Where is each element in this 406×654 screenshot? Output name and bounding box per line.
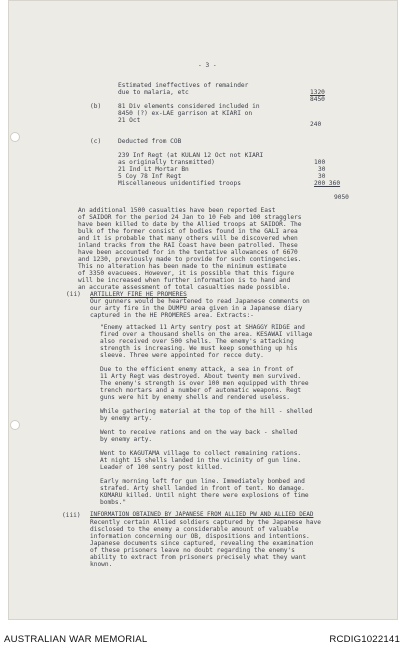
quote-line: Leader of 100 sentry post killed. xyxy=(100,464,223,471)
quote-line: The enemy's strength is over 100 men equipped with three xyxy=(100,380,309,387)
archive-footer xyxy=(0,624,406,654)
header-line: Estimated ineffectives of remainder xyxy=(118,82,249,89)
quote-line: While gathering material at the top of the hill - shelled xyxy=(100,408,313,415)
paragraph-line: and it is probable that many others will be discovered when xyxy=(78,235,298,242)
quote-line: bombs." xyxy=(100,499,127,506)
paragraph-line: bulk of the former consist of bodies found in the GALI area xyxy=(78,228,298,235)
section-c-item: Miscellaneous unidentified troops xyxy=(118,180,241,187)
section-b-line: 81 Div elements considered included in xyxy=(118,103,260,110)
section-ii-line: captured in the HE PROMERES area. Extracts:- xyxy=(90,312,254,319)
paragraph-line: will be increased when further information is to hand and xyxy=(78,277,291,284)
quote-line: by enemy arty. xyxy=(100,436,153,443)
section-iii-line: Recently certain Allied soldiers captured by the Japanese have xyxy=(90,519,321,526)
paragraph-line: and 1230, previously made to provide for such contingencies. xyxy=(78,256,302,263)
paragraph-line: of SAIDOR for the period 24 Jan to 10 Feb and 100 stragglers xyxy=(78,214,302,221)
quote-line: sleeve. Three were appointed for recce duty. xyxy=(100,352,264,359)
quote-line: Early morning left for gun line. Immediately bombed and xyxy=(100,478,305,485)
section-c-total: 9050 xyxy=(334,194,349,201)
section-iii-line: disclosed to the enemy a considerable amount of valuable xyxy=(90,526,299,533)
quote-line: fired over a thousand shells on the area. KESAWAI village xyxy=(100,331,313,338)
header-value: 1320 xyxy=(310,89,325,96)
section-ii-heading: ARTILLERY FIRE HE PROMERES xyxy=(90,291,187,298)
paragraph-line: An additional 1500 casualties have been reported East xyxy=(78,207,276,214)
quote-line: guns were hit by enemy shells and rendered useless. xyxy=(100,394,290,401)
document-page xyxy=(8,0,398,620)
section-c-marker: (c) xyxy=(90,138,102,145)
quote-line: "Enemy attacked 11 Arty sentry post at SHAGGY RIDGE and xyxy=(100,324,305,331)
section-b-marker: (b) xyxy=(90,103,102,110)
section-c-item: 5 Coy 78 Inf Regt xyxy=(118,173,182,180)
document-body xyxy=(8,0,398,620)
section-iii-line: Japanese documents since captured, revealing the examination xyxy=(90,540,314,547)
paragraph-line: This no alteration has been made to the minimum estimate xyxy=(78,263,287,270)
record-id: RCDIG1022141 xyxy=(329,634,400,645)
paragraph-line: have been accounted for in the tentative allowances of 6670 xyxy=(78,249,298,256)
quote-line: also received over 500 shells. The enemy's attacking xyxy=(100,338,294,345)
paragraph-line: inland tracks from the RAI Coast have been patrolled. These xyxy=(78,242,298,249)
section-ii-line: our arty fire in the DUMPU area given in a Japanese diary xyxy=(90,305,303,312)
archive-name: AUSTRALIAN WAR MEMORIAL xyxy=(4,634,148,645)
section-ii-marker: (ii) xyxy=(66,291,81,298)
quote-line: Went to KAGUTAMA village to collect remaining rations. xyxy=(100,450,302,457)
section-b-line: 8450 (?) ex-LAE garrison at KIARI on xyxy=(118,110,253,117)
section-iii-marker: (iii) xyxy=(62,512,81,519)
section-c-item: 21 Ind Lt Mortar Bn xyxy=(118,166,189,173)
quote-line: Due to the efficient enemy attack, a sea in front of xyxy=(100,366,294,373)
section-ii-line: Our gunners would be heartened to read Japanese comments on xyxy=(90,298,310,305)
quote-line: 11 Arty Regt was destroyed. About twenty men survived. xyxy=(100,373,302,380)
paragraph-line: of 3350 evacuees. However, it is possible that this figure xyxy=(78,270,295,277)
section-b-value: 8450 xyxy=(310,96,325,103)
page-number: - 3 - xyxy=(198,62,217,69)
section-b-value: 240 xyxy=(310,121,322,128)
section-iii-line: information concerning our OB, dispositions and intentions. xyxy=(90,533,310,540)
section-c-heading: Deducted from COB xyxy=(118,138,182,145)
section-b-line: 21 Oct xyxy=(118,117,141,124)
section-iii-heading: INFORMATION OBTAINED BY JAPANESE FROM ALLIED PW AND ALLIED DEAD xyxy=(90,512,314,518)
quote-line: KOMARU killed. Until night there were explosions of time xyxy=(100,492,309,499)
section-c-item-value: 200 360 xyxy=(314,180,341,187)
quote-line: strafed. Arty shell landed in front of tent. No damage. xyxy=(100,485,305,492)
paragraph-line: an accurate assessment of total casualties made possible. xyxy=(78,284,291,291)
section-c-item: 239 Inf Regt (at KULAN 12 Oct not KIARI xyxy=(118,152,264,159)
quote-line: trench mortars and a number of automatic weapons. Regt xyxy=(100,387,302,394)
quote-line: strength is increasing. We must keep something up his xyxy=(100,345,298,352)
quote-line: At night 15 shells landed in the vicinity of gun line. xyxy=(100,457,302,464)
paragraph-line: have been killed to date by the Allied troops at SAIDOR. The xyxy=(78,221,302,228)
quote-line: Went to receive rations and on the way back - shelled xyxy=(100,429,298,436)
section-iii-line: of these prisoners leave no doubt regarding the enemy's xyxy=(90,547,295,554)
header-line: due to malaria, etc xyxy=(118,89,189,96)
section-c-item-value: 30 xyxy=(318,166,326,173)
section-c-item: as originally transmitted) xyxy=(118,159,215,166)
section-c-item-value: 100 xyxy=(314,159,326,166)
section-iii-line: known. xyxy=(90,561,113,568)
section-c-item-value: 30 xyxy=(318,173,326,180)
quote-line: by enemy arty. xyxy=(100,415,153,422)
section-iii-line: ability to extract from prisoners precisely what they want xyxy=(90,554,307,561)
